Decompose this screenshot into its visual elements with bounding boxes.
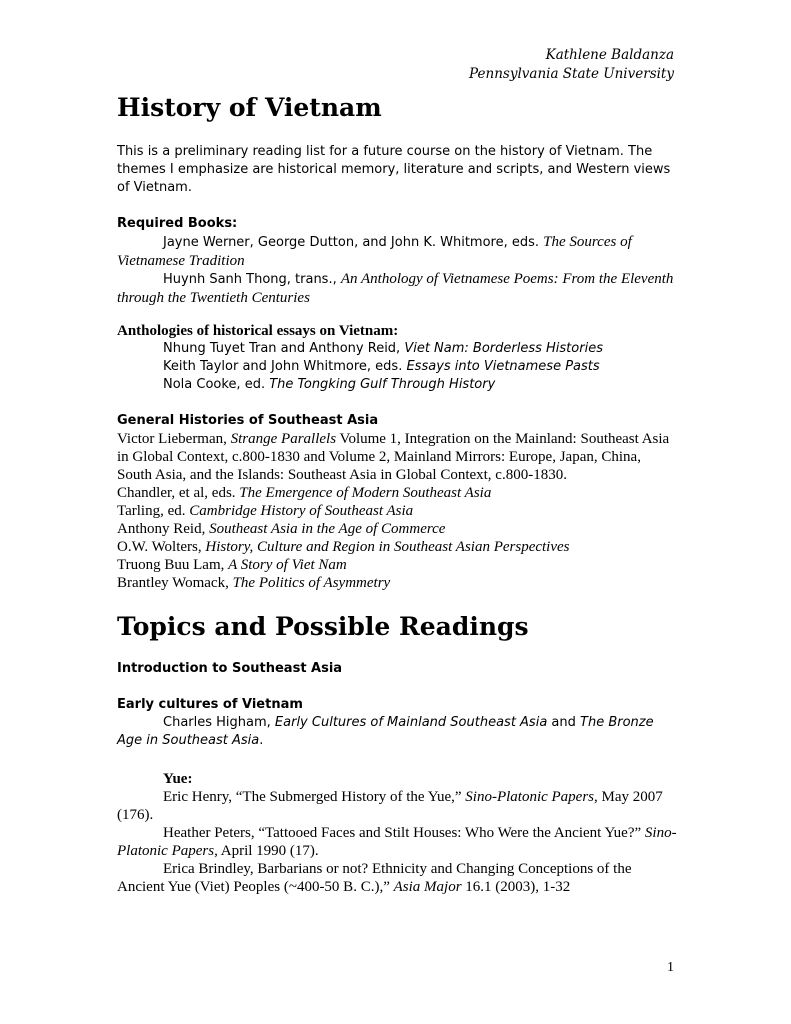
chandler-author: Chandler, et al, eds. — [117, 485, 240, 501]
anthology-item-2-author: Keith Taylor and John Whitmore, eds. — [163, 359, 407, 374]
womack-author: Brantley Womack, — [117, 575, 233, 591]
reid-author: Anthony Reid, — [117, 521, 210, 537]
henry-citation: Eric Henry, “The Submerged History of the Yue,” — [163, 789, 466, 805]
general-histories-section — [117, 412, 677, 592]
required-book-2-title: An Anthology of Vietnamese Poems: From the Eleventh through the Twentieth Centuries — [117, 271, 674, 306]
anthology-item-1-title: Viet Nam: Borderless Histories — [404, 341, 603, 356]
brindley-journal: Asia Major — [393, 879, 462, 895]
required-book-2 — [117, 270, 677, 307]
intro-paragraph — [117, 143, 677, 197]
wolters-author: O.W. Wolters, — [117, 539, 206, 555]
early-item-higham — [117, 714, 677, 750]
early-cultures-section — [117, 696, 677, 750]
anthology-item-3-author: Nola Cooke, ed. — [163, 377, 270, 392]
anthology-item-2-title: Essays into Vietnamese Pasts — [406, 359, 600, 374]
higham-author: Charles Higham, — [163, 715, 275, 730]
womack-title: The Politics of Asymmetry — [232, 575, 391, 591]
general-item-reid — [117, 520, 677, 538]
anthology-item-1 — [117, 340, 677, 358]
author-affiliation: Pennsylvania State University — [469, 66, 674, 82]
peters-journal: Sino-Platonic Papers — [117, 825, 677, 859]
required-books-heading: Required Books: — [117, 216, 238, 231]
lieberman-author: Victor Lieberman, — [117, 431, 231, 447]
author-block — [469, 46, 674, 84]
anthology-item-2 — [117, 358, 677, 376]
yue-item-henry — [117, 788, 677, 824]
peters-rest: , April 1990 (17). — [214, 843, 319, 859]
yue-section — [117, 770, 677, 896]
peters-citation: Heather Peters, “Tattooed Faces and Stilt Houses: Who Were the Ancient Yue?” — [163, 825, 645, 841]
required-book-1-title: The Sources of Vietnamese Tradition — [117, 234, 632, 269]
brindley-citation: Erica Brindley, Barbarians or not? Ethnicity and Changing Conceptions of the Ancient Yue (Viet) Peoples (~400-50 B. C.),” — [117, 861, 632, 895]
yue-item-peters — [117, 824, 677, 860]
page-number: 1 — [667, 960, 674, 975]
anthologies-section — [117, 322, 677, 394]
intro-text: This is a preliminary reading list for a future course on the history of Vietnam. The themes I emphasize are historical memory, literature and scripts, and Western views of Vietnam. — [117, 144, 671, 195]
higham-and: and — [547, 715, 581, 730]
general-item-womack — [117, 574, 677, 592]
required-book-1-author: Jayne Werner, George Dutton, and John K. Whitmore, eds. — [163, 235, 544, 250]
required-book-2-author: Huynh Sanh Thong, trans., — [163, 272, 341, 287]
tarling-title: Cambridge History of Southeast Asia — [189, 503, 414, 519]
chandler-title: The Emergence of Modern Southeast Asia — [239, 485, 492, 501]
topics-title: Topics and Possible Readings — [117, 612, 529, 641]
page-title: History of Vietnam — [117, 93, 382, 122]
general-item-wolters — [117, 538, 677, 556]
anthology-item-3-title: The Tongking Gulf Through History — [269, 377, 496, 392]
higham-title-2: The Bronze Age in Southeast Asia — [117, 715, 654, 748]
anthologies-heading: Anthologies of historical essays on Vietnam: — [117, 323, 399, 339]
anthology-item-3 — [117, 376, 677, 394]
anthology-item-1-author: Nhung Tuyet Tran and Anthony Reid, — [163, 341, 405, 356]
author-name: Kathlene Baldanza — [545, 47, 674, 63]
general-item-chandler — [117, 484, 677, 502]
brindley-rest: 16.1 (2003), 1-32 — [461, 879, 571, 895]
henry-rest: , May 2007 (176). — [117, 789, 663, 823]
lieberman-title: Strange Parallels — [230, 431, 337, 447]
lieberman-details: Volume 1, Integration on the Mainland: Southeast Asia in Global Context, c.800-1830 and Volume 2, Mainland Mirrors: Europe, Japan, China, South Asia, and the Islands: Southeast Asia in Global Context, c.800-1830. — [117, 431, 670, 483]
reid-title: Southeast Asia in the Age of Commerce — [209, 521, 446, 537]
early-cultures-heading: Early cultures of Vietnam — [117, 697, 303, 712]
general-item-tarling — [117, 502, 677, 520]
higham-title-1: Early Cultures of Mainland Southeast Asia — [274, 715, 548, 730]
higham-end: . — [259, 733, 264, 748]
general-item-lieberman — [117, 430, 677, 484]
truong-author: Truong Buu Lam, — [117, 557, 229, 573]
required-book-1 — [117, 233, 677, 270]
general-item-truong — [117, 556, 677, 574]
yue-heading: Yue: — [163, 771, 193, 787]
wolters-title: History, Culture and Region in Southeast Asian Perspectives — [205, 539, 570, 555]
intro-sea-heading: Introduction to Southeast Asia — [117, 661, 343, 676]
henry-journal: Sino-Platonic Papers — [465, 789, 595, 805]
yue-item-brindley — [117, 860, 677, 896]
truong-title: A Story of Viet Nam — [228, 557, 347, 573]
general-histories-heading: General Histories of Southeast Asia — [117, 413, 379, 428]
tarling-author: Tarling, ed. — [117, 503, 190, 519]
required-books-section — [117, 215, 677, 307]
